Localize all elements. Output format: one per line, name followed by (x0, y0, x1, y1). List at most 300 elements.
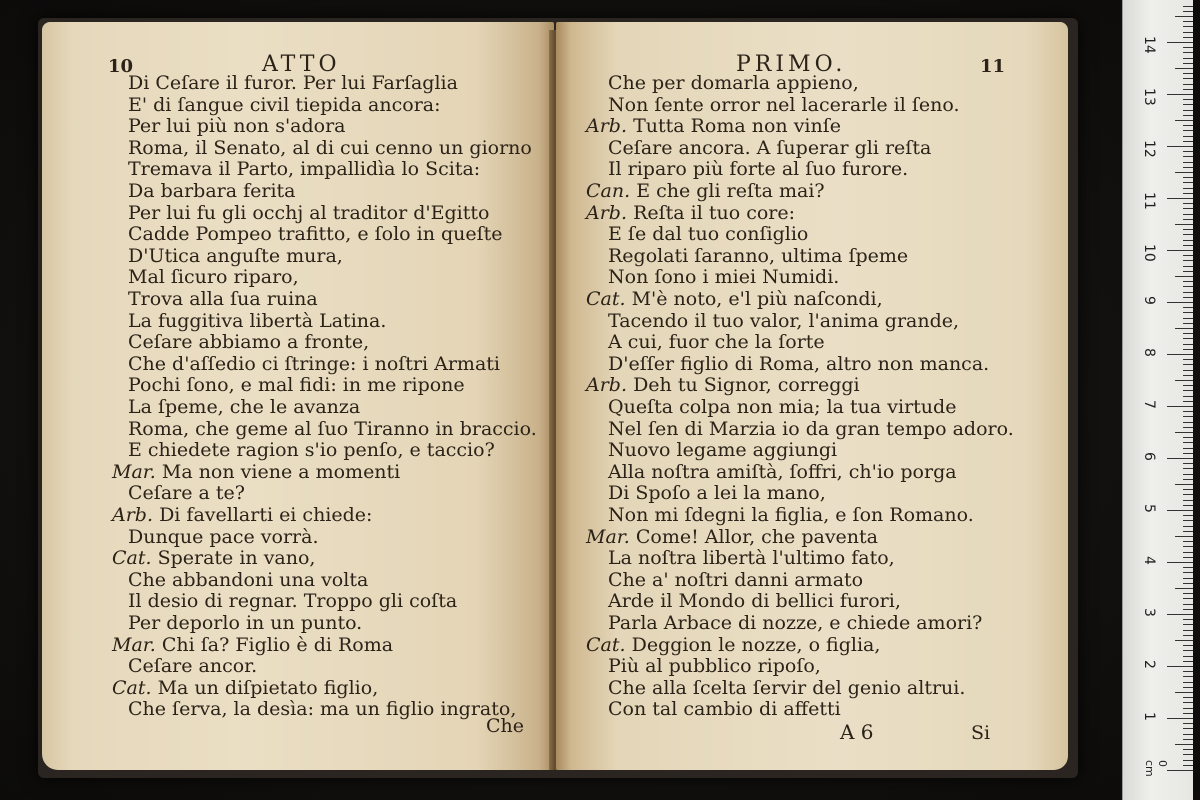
line-text: Non mi ſdegni la figlia, e ſon Romano. (608, 504, 974, 526)
ruler-tick (1183, 47, 1193, 48)
ruler-tick (1183, 78, 1193, 79)
ruler-tick (1183, 593, 1193, 594)
ruler-tick (1183, 167, 1193, 168)
line-text: La ſpeme, che le avanza (128, 396, 361, 418)
ruler-tick (1183, 572, 1193, 573)
line-text: Tremava il Parto, impallidìa lo Scita: (128, 158, 481, 181)
ruler-tick (1183, 6, 1193, 7)
ruler-tick (1183, 73, 1193, 74)
ruler-tick (1183, 531, 1193, 532)
ruler-tick (1183, 32, 1193, 33)
ruler-tick (1183, 635, 1193, 636)
line-text: Come! Allor, che paventa (635, 525, 879, 548)
ruler-tick (1183, 11, 1193, 12)
ruler-tick (1183, 136, 1193, 137)
ruler-number: 14 (1141, 36, 1157, 54)
ruler-tick (1183, 115, 1193, 116)
ruler-tick (1183, 26, 1193, 27)
ruler-tick (1183, 349, 1193, 350)
line-text: Con tal cambio di affetti (608, 698, 841, 721)
catchword-left: Che (486, 715, 525, 737)
ruler-tick (1183, 661, 1193, 662)
line-text: Per lui fu gli occhj al traditor d'Egitto (128, 201, 490, 224)
ruler-tick (1183, 708, 1193, 709)
ruler-tick (1183, 312, 1193, 313)
line-text: Arde il Mondo di bellici furori, (608, 590, 901, 613)
line-text: Tutta Roma non vinſe (633, 115, 842, 138)
text-line (128, 158, 480, 180)
line-text: La noſtra libertà l'ultimo fato, (608, 547, 895, 570)
text-line (128, 180, 296, 202)
ruler-tick (1183, 546, 1193, 547)
line-text: Più al pubblico ripoſo, (608, 655, 821, 678)
text-line (608, 94, 960, 116)
ruler-tick (1183, 578, 1193, 579)
page-number-right: 11 (980, 56, 1006, 77)
line-text: Che d'aſſedio ci ſtringe: i noſtri Armati (128, 352, 500, 375)
line-text: Per lui più non s'adora (128, 115, 346, 138)
text-line (112, 547, 315, 569)
ruler-tick (1183, 188, 1193, 189)
ruler-tick (1183, 583, 1193, 584)
text-line (128, 353, 500, 375)
ruler-tick (1167, 770, 1193, 771)
ruler-tick (1167, 406, 1193, 407)
text-line (128, 310, 386, 332)
ruler-tick (1167, 666, 1193, 667)
ruler-unit-label: 0 cm (1143, 760, 1169, 777)
line-text: Che abbandoni una volta (128, 568, 369, 591)
ruler-tick (1183, 411, 1193, 412)
ruler-tick (1183, 765, 1193, 766)
ruler-tick (1183, 364, 1193, 365)
line-text: Da barbara ferita (128, 180, 296, 202)
ruler-tick (1183, 89, 1193, 90)
ruler-tick (1183, 474, 1193, 475)
text-line (586, 634, 880, 656)
text-line (128, 396, 360, 418)
ruler-tick (1183, 214, 1193, 215)
text-line (608, 677, 965, 699)
ruler-tick (1183, 84, 1193, 85)
ruler-tick (1183, 359, 1193, 360)
line-text: Nuovo legame aggiungi (608, 439, 838, 462)
text-line (608, 245, 908, 267)
ruler-number: 10 (1141, 244, 1157, 262)
text-line (128, 439, 495, 461)
line-text: D'Utica anguſte mura, (128, 244, 343, 267)
text-line (608, 590, 901, 612)
ruler-tick (1183, 619, 1193, 620)
text-line (128, 569, 368, 591)
ruler-number: 13 (1141, 88, 1157, 106)
ruler-tick (1183, 182, 1193, 183)
line-text: Ceſare a te? (128, 482, 245, 505)
line-text: Reſta il tuo core: (633, 201, 795, 224)
line-text: Regolati ſaranno, ultima ſpeme (608, 244, 909, 267)
text-line (128, 418, 537, 440)
ruler-tick (1183, 609, 1193, 610)
ruler-tick (1167, 354, 1193, 355)
ruler-tick (1175, 224, 1193, 225)
speaker-label: Mar. (112, 460, 156, 483)
ruler-number: 3 (1141, 608, 1157, 617)
text-line (586, 526, 878, 548)
text-line (128, 655, 257, 677)
text-line (128, 202, 489, 224)
ruler-tick (1183, 271, 1193, 272)
text-line (608, 698, 841, 720)
speaker-label: Arb. (112, 504, 154, 526)
line-text: Chi ſa? Figlio è di Roma (161, 633, 394, 656)
speaker-label: Arb. (586, 201, 628, 224)
ruler-tick (1183, 307, 1193, 308)
ruler-tick (1175, 432, 1193, 433)
ruler-number: 4 (1141, 556, 1157, 565)
line-text: Roma, che geme al ſuo Tiranno in braccio. (128, 417, 537, 440)
ruler-tick (1183, 208, 1193, 209)
text-line (608, 331, 825, 353)
line-text: Mal ſicuro riparo, (128, 266, 299, 289)
ruler-tick (1183, 286, 1193, 287)
line-text: E chiedete ragion s'io penſo, e taccio? (128, 439, 495, 462)
ruler-tick (1183, 37, 1193, 38)
text-line (586, 288, 883, 310)
ruler-tick (1183, 671, 1193, 672)
text-line (608, 569, 863, 591)
ruler-tick (1183, 463, 1193, 464)
ruler-tick (1183, 338, 1193, 339)
text-line (608, 612, 982, 634)
text-line (128, 612, 362, 634)
text-line (112, 677, 378, 699)
speaker-label: Mar. (112, 633, 156, 656)
ruler-tick (1183, 645, 1193, 646)
text-line (586, 115, 841, 137)
ruler-tick (1175, 68, 1193, 69)
running-head-right: PRIMO. (736, 52, 847, 77)
line-text: Trova alla ſua ruina (128, 288, 318, 310)
line-text: Il riparo più forte al ſuo furore. (608, 158, 909, 181)
speaker-label: Cat. (112, 547, 152, 570)
text-line (608, 396, 956, 418)
text-line (112, 504, 372, 526)
ruler-tick (1183, 682, 1193, 683)
text-line (128, 137, 532, 159)
speaker-label: Cat. (586, 288, 626, 310)
line-text: A cui, fuor che la ſorte (608, 331, 825, 354)
text-line (608, 158, 908, 180)
line-text: Di favellarti ei chiede: (159, 504, 373, 526)
ruler-tick (1175, 172, 1193, 173)
text-line (608, 418, 1014, 440)
text-line (128, 331, 369, 353)
line-text: Ceſare ancor. (128, 655, 258, 678)
text-line (128, 526, 319, 548)
text-line (128, 288, 318, 310)
text-line (608, 223, 808, 245)
ruler-tick (1167, 42, 1193, 43)
ruler-tick (1183, 552, 1193, 553)
line-text: Deggion le nozze, o figlia, (631, 633, 881, 656)
ruler-tick (1183, 567, 1193, 568)
ruler-tick (1183, 396, 1193, 397)
ruler-tick (1183, 99, 1193, 100)
ruler-tick (1183, 442, 1193, 443)
line-text: La fuggitiva libertà Latina. (128, 309, 387, 332)
ruler-tick (1183, 255, 1193, 256)
ruler-tick (1167, 458, 1193, 459)
ruler-tick (1175, 536, 1193, 537)
ruler-tick (1183, 203, 1193, 204)
ruler-number: 8 (1141, 348, 1157, 357)
text-line (608, 482, 826, 504)
ruler-tick (1183, 333, 1193, 334)
line-text: E ſe dal tuo conſiglio (608, 223, 809, 246)
ruler-tick (1183, 297, 1193, 298)
ruler-tick (1183, 624, 1193, 625)
ruler-tick (1183, 630, 1193, 631)
text-line (608, 504, 974, 526)
line-text: Dunque pace vorrà. (128, 525, 319, 548)
ruler-number: 5 (1141, 504, 1157, 513)
ruler-tick (1183, 177, 1193, 178)
ruler-number: 6 (1141, 452, 1157, 461)
text-line (128, 223, 503, 245)
ruler-tick (1183, 723, 1193, 724)
ruler-tick (1167, 198, 1193, 199)
ruler-tick (1183, 125, 1193, 126)
ruler-tick (1175, 16, 1193, 17)
ruler-tick (1183, 219, 1193, 220)
ruler-tick (1175, 588, 1193, 589)
ruler-tick (1183, 401, 1193, 402)
ruler-tick (1183, 21, 1193, 22)
ruler-number: 9 (1141, 296, 1157, 305)
ruler-tick (1183, 739, 1193, 740)
text-line (586, 202, 795, 224)
ruler-tick (1183, 422, 1193, 423)
text-line (608, 655, 821, 677)
line-text: Ma un diſpietato figlio, (157, 676, 379, 699)
running-head-left: ATTO (262, 52, 341, 77)
ruler-tick (1167, 302, 1193, 303)
ruler-tick (1183, 520, 1193, 521)
ruler-tick (1175, 640, 1193, 641)
line-text: Che alla ſcelta ſervir del genio altrui. (608, 676, 966, 699)
ruler-tick (1183, 734, 1193, 735)
ruler-tick (1183, 687, 1193, 688)
ruler-tick (1183, 702, 1193, 703)
ruler-tick (1183, 234, 1193, 235)
ruler-tick (1167, 562, 1193, 563)
ruler-tick (1183, 385, 1193, 386)
speaker-label: Cat. (586, 633, 626, 656)
text-line (128, 115, 346, 137)
text-line (586, 180, 825, 202)
ruler-tick (1183, 63, 1193, 64)
line-text: Ma non viene a momenti (161, 460, 401, 483)
line-text: Che a' noſtri danni armato (608, 568, 864, 591)
text-line (608, 72, 859, 94)
ruler-tick (1183, 479, 1193, 480)
ruler-tick (1183, 697, 1193, 698)
ruler-tick (1183, 240, 1193, 241)
ruler-number: 7 (1141, 400, 1157, 409)
speaker-label: Cat. (112, 676, 152, 699)
text-line (128, 482, 245, 504)
catchword-right: Si (971, 722, 991, 744)
ruler-tick (1175, 328, 1193, 329)
ruler-tick (1183, 598, 1193, 599)
ruler-tick (1167, 146, 1193, 147)
ruler-tick (1183, 52, 1193, 53)
ruler-tick (1183, 344, 1193, 345)
ruler-tick (1183, 541, 1193, 542)
ruler-tick (1183, 489, 1193, 490)
ruler-tick (1183, 266, 1193, 267)
left-page (42, 22, 554, 770)
line-text: Alla noſtra amiſtà, ſoffri, ch'io porga (608, 460, 957, 483)
text-line (128, 590, 457, 612)
ruler-tick (1183, 427, 1193, 428)
text-line (112, 461, 400, 483)
ruler-tick (1183, 448, 1193, 449)
ruler-tick (1183, 505, 1193, 506)
line-text: Deh tu Signor, correggi (633, 374, 860, 397)
line-text: Ceſare ancora. A ſuperar gli reſta (608, 136, 932, 159)
ruler-number: 12 (1141, 140, 1157, 158)
ruler-tick (1183, 453, 1193, 454)
ruler-tick (1183, 526, 1193, 527)
ruler-tick (1183, 193, 1193, 194)
ruler-tick (1183, 604, 1193, 605)
ruler-tick (1183, 713, 1193, 714)
ruler-tick (1183, 390, 1193, 391)
page-number-left: 10 (108, 56, 134, 77)
ruler-tick (1183, 650, 1193, 651)
line-text: M'è noto, e'l più naſcondi, (631, 288, 883, 310)
text-line (128, 245, 343, 267)
speaker-label: Arb. (586, 115, 628, 138)
ruler-tick (1183, 676, 1193, 677)
right-page (556, 22, 1068, 770)
ruler-tick (1167, 250, 1193, 251)
line-text: Queſta colpa non mia; la tua virtude (608, 396, 957, 418)
line-text: Di Spoſo a lei la mano, (608, 482, 826, 505)
ruler-tick (1183, 151, 1193, 152)
ruler-tick (1183, 375, 1193, 376)
ruler-tick (1183, 500, 1193, 501)
speaker-label: Arb. (586, 374, 628, 397)
ruler-tick (1183, 754, 1193, 755)
line-text: Non ſono i miei Numidi. (608, 266, 840, 289)
ruler-tick (1183, 229, 1193, 230)
text-line (608, 310, 959, 332)
ruler-tick (1167, 718, 1193, 719)
ruler-tick (1167, 94, 1193, 95)
ruler-tick (1183, 515, 1193, 516)
ruler-tick (1167, 510, 1193, 511)
text-line (608, 439, 837, 461)
ruler-tick (1183, 728, 1193, 729)
ruler-tick (1175, 120, 1193, 121)
ruler-tick (1183, 557, 1193, 558)
line-text: Che per domarla appieno, (608, 72, 859, 94)
ruler-tick (1183, 156, 1193, 157)
ruler-tick (1183, 141, 1193, 142)
ruler-tick (1183, 494, 1193, 495)
ruler-tick (1175, 692, 1193, 693)
ruler-tick (1183, 110, 1193, 111)
line-text: Di Ceſare il furor. Per lui Farſaglia (128, 72, 458, 94)
ruler-tick (1183, 323, 1193, 324)
ruler-number: 11 (1141, 192, 1157, 210)
ruler-tick (1183, 162, 1193, 163)
ruler-tick (1183, 292, 1193, 293)
ruler-tick (1183, 656, 1193, 657)
ruler-tick (1175, 380, 1193, 381)
text-line (128, 698, 516, 720)
ruler-tick (1183, 370, 1193, 371)
line-text: Pochi ſono, e mal fidi: in me ripone (128, 374, 465, 397)
text-line (608, 353, 989, 375)
ruler-number: 1 (1141, 712, 1157, 721)
line-text: Che ſerva, la desìa: ma un figlio ingrato, (128, 698, 517, 721)
text-line (128, 94, 441, 116)
ruler-tick (1167, 614, 1193, 615)
ruler-tick (1183, 760, 1193, 761)
text-line (112, 634, 393, 656)
ruler-tick (1183, 749, 1193, 750)
ruler-number: 2 (1141, 660, 1157, 669)
line-text: Il desio di regnar. Troppo gli coſta (128, 590, 458, 613)
line-text: Tacendo il tuo valor, l'anima grande, (608, 309, 960, 332)
measuring-ruler (1122, 0, 1193, 800)
signature-mark: A 6 (840, 720, 874, 744)
line-text: Non ſente orror nel lacerarle il ſeno. (608, 93, 960, 116)
text-line (608, 266, 839, 288)
line-text: D'eſſer figlio di Roma, altro non manca. (608, 352, 990, 375)
speaker-label: Can. (586, 180, 631, 202)
text-line (608, 461, 957, 483)
ruler-tick (1175, 484, 1193, 485)
line-text: Sperate in vano, (157, 547, 316, 570)
ruler-tick (1175, 276, 1193, 277)
ruler-tick (1183, 437, 1193, 438)
ruler-tick (1183, 468, 1193, 469)
line-text: Roma, il Senato, al di cui cenno un giorno (128, 136, 532, 159)
line-text: Nel ſen di Marzia io da gran tempo adoro. (608, 417, 1014, 440)
line-text: Per deporlo in un punto. (128, 612, 363, 634)
ruler-tick (1183, 104, 1193, 105)
line-text: E' di ſangue civil tiepida ancora: (128, 93, 441, 116)
ruler-tick (1175, 744, 1193, 745)
ruler-tick (1183, 58, 1193, 59)
line-text: Parla Arbace di nozze, e chiede amori? (608, 612, 983, 634)
line-text: Ceſare abbiamo a fronte, (128, 331, 370, 354)
ruler-tick (1183, 281, 1193, 282)
speaker-label: Mar. (586, 525, 630, 548)
text-line (608, 137, 931, 159)
ruler-tick (1183, 260, 1193, 261)
text-line (128, 72, 458, 94)
text-line (128, 266, 299, 288)
line-text: Cadde Pompeo trafitto, e ſolo in queſte (128, 223, 503, 246)
ruler-tick (1183, 245, 1193, 246)
text-line (128, 374, 465, 396)
ruler-tick (1183, 130, 1193, 131)
